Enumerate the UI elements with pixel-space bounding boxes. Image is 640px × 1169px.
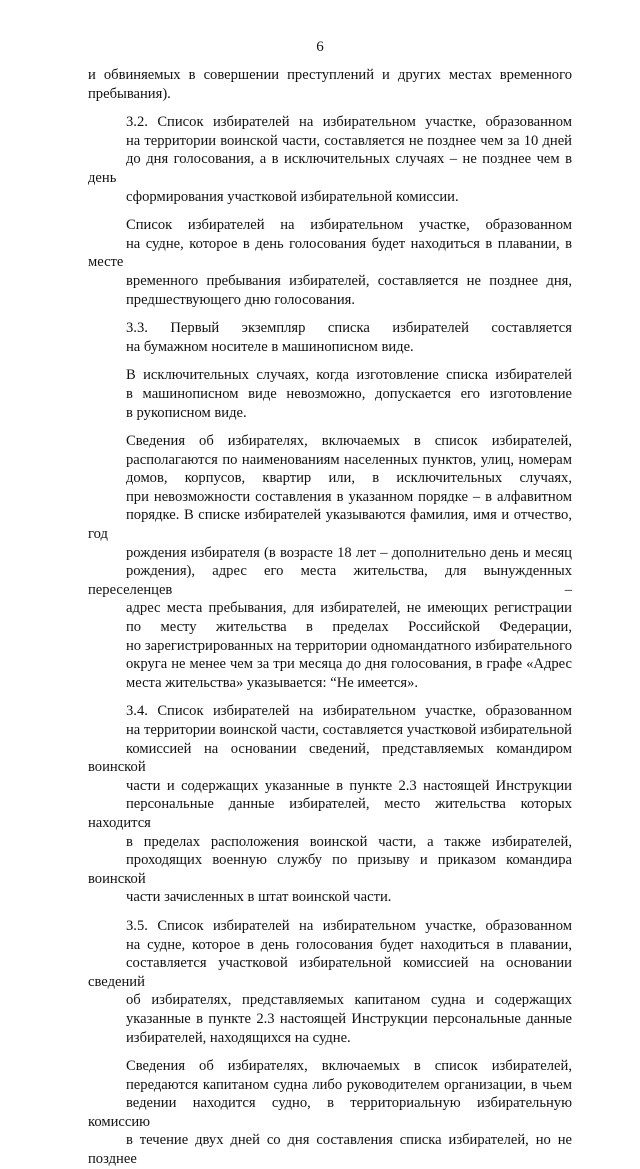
paragraph	[88, 66, 572, 103]
paragraph	[88, 319, 572, 356]
text-line: пребывания).	[88, 85, 171, 102]
paragraph	[88, 113, 572, 206]
text-line: на территории воинской части, составляется не позднее чем за 10 дней	[126, 132, 572, 149]
paragraph	[88, 432, 572, 692]
paragraph	[88, 1057, 572, 1169]
text-line: места жительства» указывается: “Не имеется».	[126, 674, 419, 691]
text-line: об избирателях, представляемых капитаном судна и содержащих	[126, 992, 572, 1009]
text-line: располагаются по наименованиям населенных пунктов, улиц, номерам	[126, 451, 572, 468]
text-line: и обвиняемых в совершении преступлений и других местах временного	[88, 67, 572, 83]
text-line: на судне, которое в день голосования будет находиться в плавании,	[126, 936, 572, 953]
paragraph	[88, 366, 572, 422]
text-line: округа не менее чем за три месяца до дня голосования, в графе «Адрес	[126, 656, 572, 673]
text-line: по месту жительства в пределах Российской Федерации,	[126, 619, 572, 636]
text-line: части зачисленных в штат воинской части.	[126, 889, 392, 906]
text-line: при невозможности составления в указанном порядке – в алфавитном	[126, 488, 572, 505]
text-line: 3.3. Первый экземпляр списка избирателей составляется	[126, 320, 572, 337]
text-line: сформирования участковой избирательной комиссии.	[126, 188, 459, 205]
text-line: комиссией на основании сведений, представляемых командиром воинской	[88, 740, 572, 776]
paragraph	[88, 216, 572, 309]
text-line: избирателей, находящихся на судне.	[126, 1029, 351, 1046]
text-line: 3.2. Список избирателей на избирательном участке, образованном	[126, 114, 572, 131]
text-line: 3.5. Список избирателей на избирательном участке, образованном	[126, 917, 572, 934]
text-line: рождения), адрес его места жительства, для вынужденных переселенцев –	[88, 563, 572, 598]
text-line: передаются капитаном судна либо руководителем организации, в чьем	[126, 1076, 572, 1093]
paragraph	[88, 702, 572, 907]
text-line: составляется участковой избирательной комиссией на основании сведений	[88, 955, 572, 990]
text-line: домов, корпусов, квартир или, в исключительных случаях,	[126, 470, 572, 487]
text-line: порядке. В списке избирателей указываются фамилия, имя и отчество, год	[88, 507, 572, 543]
text-line: 3.4. Список избирателей на избирательном участке, образованном	[126, 703, 572, 720]
text-line: части и содержащих указанные в пункте 2.3 настоящей Инструкции	[126, 777, 572, 794]
text-line: на территории воинской части, составляется участковой избирательной	[126, 722, 572, 738]
text-line: Сведения об избирателях, включаемых в список избирателей,	[126, 1058, 572, 1075]
text-line: на бумажном носителе в машинописном виде.	[126, 338, 414, 355]
text-line: персональные данные избирателей, место жительства которых находится	[88, 796, 572, 831]
text-line: в рукописном виде.	[126, 404, 247, 421]
text-line: проходящих военную службу по призыву и приказом командира воинской	[88, 852, 572, 887]
page-number: 6	[316, 39, 324, 55]
text-line: ведении находится судно, в территориальную избирательную комиссию	[88, 1095, 572, 1130]
text-line: но зарегистрированных на территории одномандатного избирательного	[126, 637, 572, 654]
text-line: в течение двух дней со дня составления списка избирателей, но не позднее	[88, 1132, 572, 1168]
text-line: в пределах расположения воинской части, а также избирателей,	[126, 833, 572, 850]
text-line: до дня голосования, а в исключительных случаях – не позднее чем в день	[88, 151, 572, 186]
text-line: Список избирателей на избирательном участке, образованном	[126, 217, 572, 234]
text-line: адрес места пребывания, для избирателей, не имеющих регистрации	[126, 600, 572, 617]
text-line: рождения избирателя (в возрасте 18 лет – дополнительно день и месяц	[126, 544, 572, 561]
paragraph	[88, 917, 572, 1047]
text-line: в машинописном виде невозможно, допускается его изготовление	[126, 385, 572, 402]
text-line: Сведения об избирателях, включаемых в список избирателей,	[126, 433, 572, 450]
text-line: В исключительных случаях, когда изготовление списка избирателей	[126, 367, 572, 384]
text-line: на судне, которое в день голосования будет находиться в плавании, в месте	[88, 235, 572, 271]
text-line: предшествующего дню голосования.	[126, 291, 356, 308]
document-body	[88, 66, 572, 1169]
text-line: временного пребывания избирателей, составляется не позднее дня,	[126, 272, 572, 289]
text-line: указанные в пункте 2.3 настоящей Инструкции персональные данные	[126, 1010, 572, 1027]
